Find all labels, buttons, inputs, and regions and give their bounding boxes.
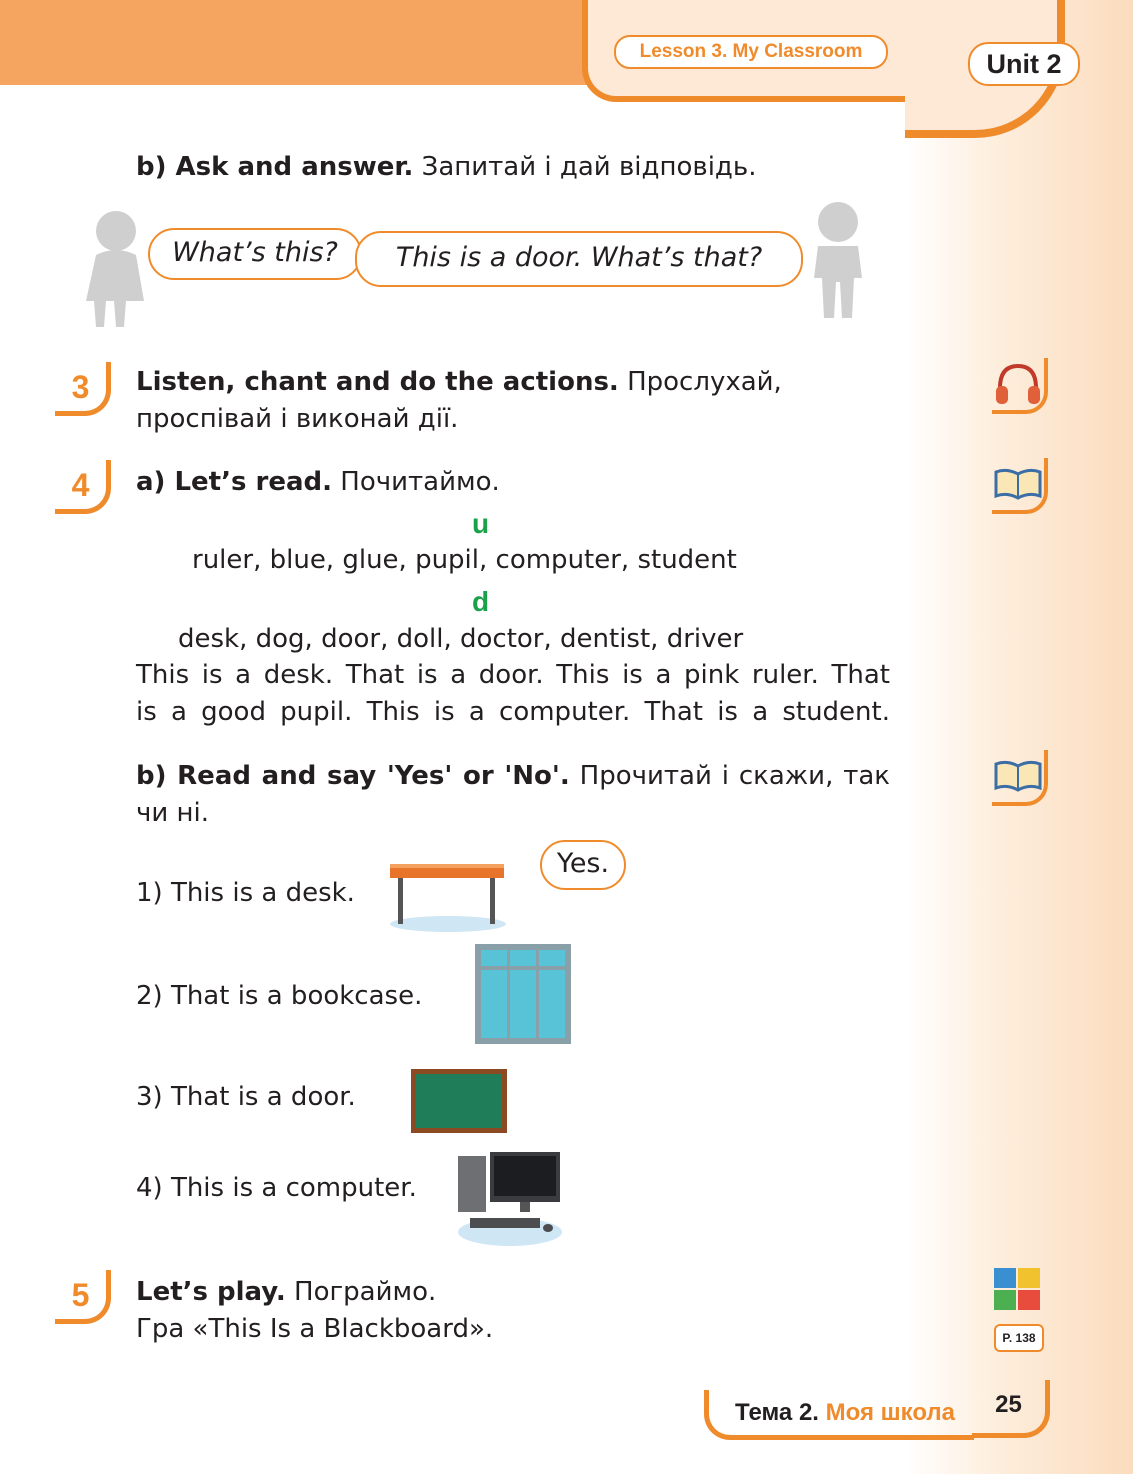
cubes-icon bbox=[990, 1264, 1046, 1326]
lesson-title: Lesson 3. My Classroom bbox=[614, 35, 888, 69]
ex3-title-bold: Listen, chant and do the actions. bbox=[136, 367, 619, 397]
unit-label: Unit 2 bbox=[968, 42, 1080, 86]
item-4: 4) This is a computer. bbox=[136, 1173, 417, 1203]
ex5-title-ua: Пограймо. bbox=[294, 1277, 437, 1307]
ex2b-title bbox=[136, 149, 896, 186]
words-u: ruler, blue, glue, pupil, computer, student bbox=[192, 545, 737, 575]
open-book-icon bbox=[992, 750, 1044, 802]
book-icon-box-b[interactable] bbox=[992, 750, 1048, 806]
ex2b-title-ua: Запитай і дай відповідь. bbox=[421, 152, 757, 182]
item-2: 2) That is a bookcase. bbox=[136, 981, 423, 1011]
headphones-icon bbox=[992, 358, 1044, 410]
footer-topic bbox=[704, 1390, 974, 1440]
exercise-number-3: 3 bbox=[55, 362, 111, 416]
ex4b-title bbox=[136, 758, 890, 832]
speech-bubble-right: This is a door. What’s that? bbox=[355, 231, 803, 287]
answer-bubble: Yes. bbox=[540, 840, 626, 890]
window-icon bbox=[473, 942, 573, 1046]
exercise-number-4: 4 bbox=[55, 460, 111, 514]
ex4a-title-ua: Почитаймо. bbox=[340, 467, 500, 497]
audio-icon-box[interactable] bbox=[992, 358, 1048, 414]
ex3-title-ua-1: Прослухай, bbox=[627, 367, 782, 397]
reading-sentences-line-1: This is a desk. That is a door. This is a pink ruler. That bbox=[136, 660, 890, 690]
boy-silhouette-icon bbox=[808, 198, 868, 320]
ex2b-title-bold: b) Ask and answer. bbox=[136, 152, 414, 182]
ex4a-title-bold: a) Let’s read. bbox=[136, 467, 333, 497]
speech-bubble-left: What’s this? bbox=[148, 228, 362, 280]
open-book-icon bbox=[992, 458, 1044, 510]
game-icon-box[interactable] bbox=[990, 1264, 1046, 1352]
reading-sentences-line-2: is a good pupil. This is a computer. That is a student. bbox=[136, 697, 890, 727]
computer-icon bbox=[456, 1148, 564, 1248]
item-3: 3) That is a door. bbox=[136, 1082, 356, 1112]
page-reference: P. 138 bbox=[994, 1324, 1044, 1352]
ex5-game: Гра «This Is a Blackboard». bbox=[136, 1314, 494, 1344]
side-gradient bbox=[905, 0, 1133, 1474]
ex5-instructions bbox=[136, 1274, 896, 1348]
ex4b-title-ua-1: Прочитай і скажи, так bbox=[579, 761, 891, 791]
letter-d: d bbox=[472, 586, 490, 617]
ex3-title-ua-2: проспівай і виконай дії. bbox=[136, 404, 459, 434]
blackboard-icon bbox=[410, 1068, 508, 1134]
ex4a-title bbox=[136, 464, 896, 501]
ex4b-title-line-1 bbox=[136, 758, 890, 795]
girl-silhouette-icon bbox=[80, 205, 150, 330]
footer-topic-name: Моя школа bbox=[825, 1399, 956, 1426]
item-1: 1) This is a desk. bbox=[136, 878, 355, 908]
letter-u: u bbox=[472, 508, 490, 539]
page-number: 25 bbox=[972, 1380, 1050, 1438]
words-d: desk, dog, door, doll, doctor, dentist, driver bbox=[178, 624, 744, 654]
book-icon-box-a[interactable] bbox=[992, 458, 1048, 514]
footer-topic-prefix: Тема 2. bbox=[735, 1399, 819, 1426]
ex3-instructions bbox=[136, 364, 896, 438]
ex4b-title-ua-2: чи ні. bbox=[136, 798, 210, 828]
exercise-number-5: 5 bbox=[55, 1270, 111, 1324]
desk-icon bbox=[386, 860, 510, 934]
ex5-title-bold: Let’s play. bbox=[136, 1277, 286, 1307]
header-band bbox=[0, 0, 600, 85]
ex4b-title-bold: b) Read and say 'Yes' or 'No'. bbox=[136, 761, 570, 791]
